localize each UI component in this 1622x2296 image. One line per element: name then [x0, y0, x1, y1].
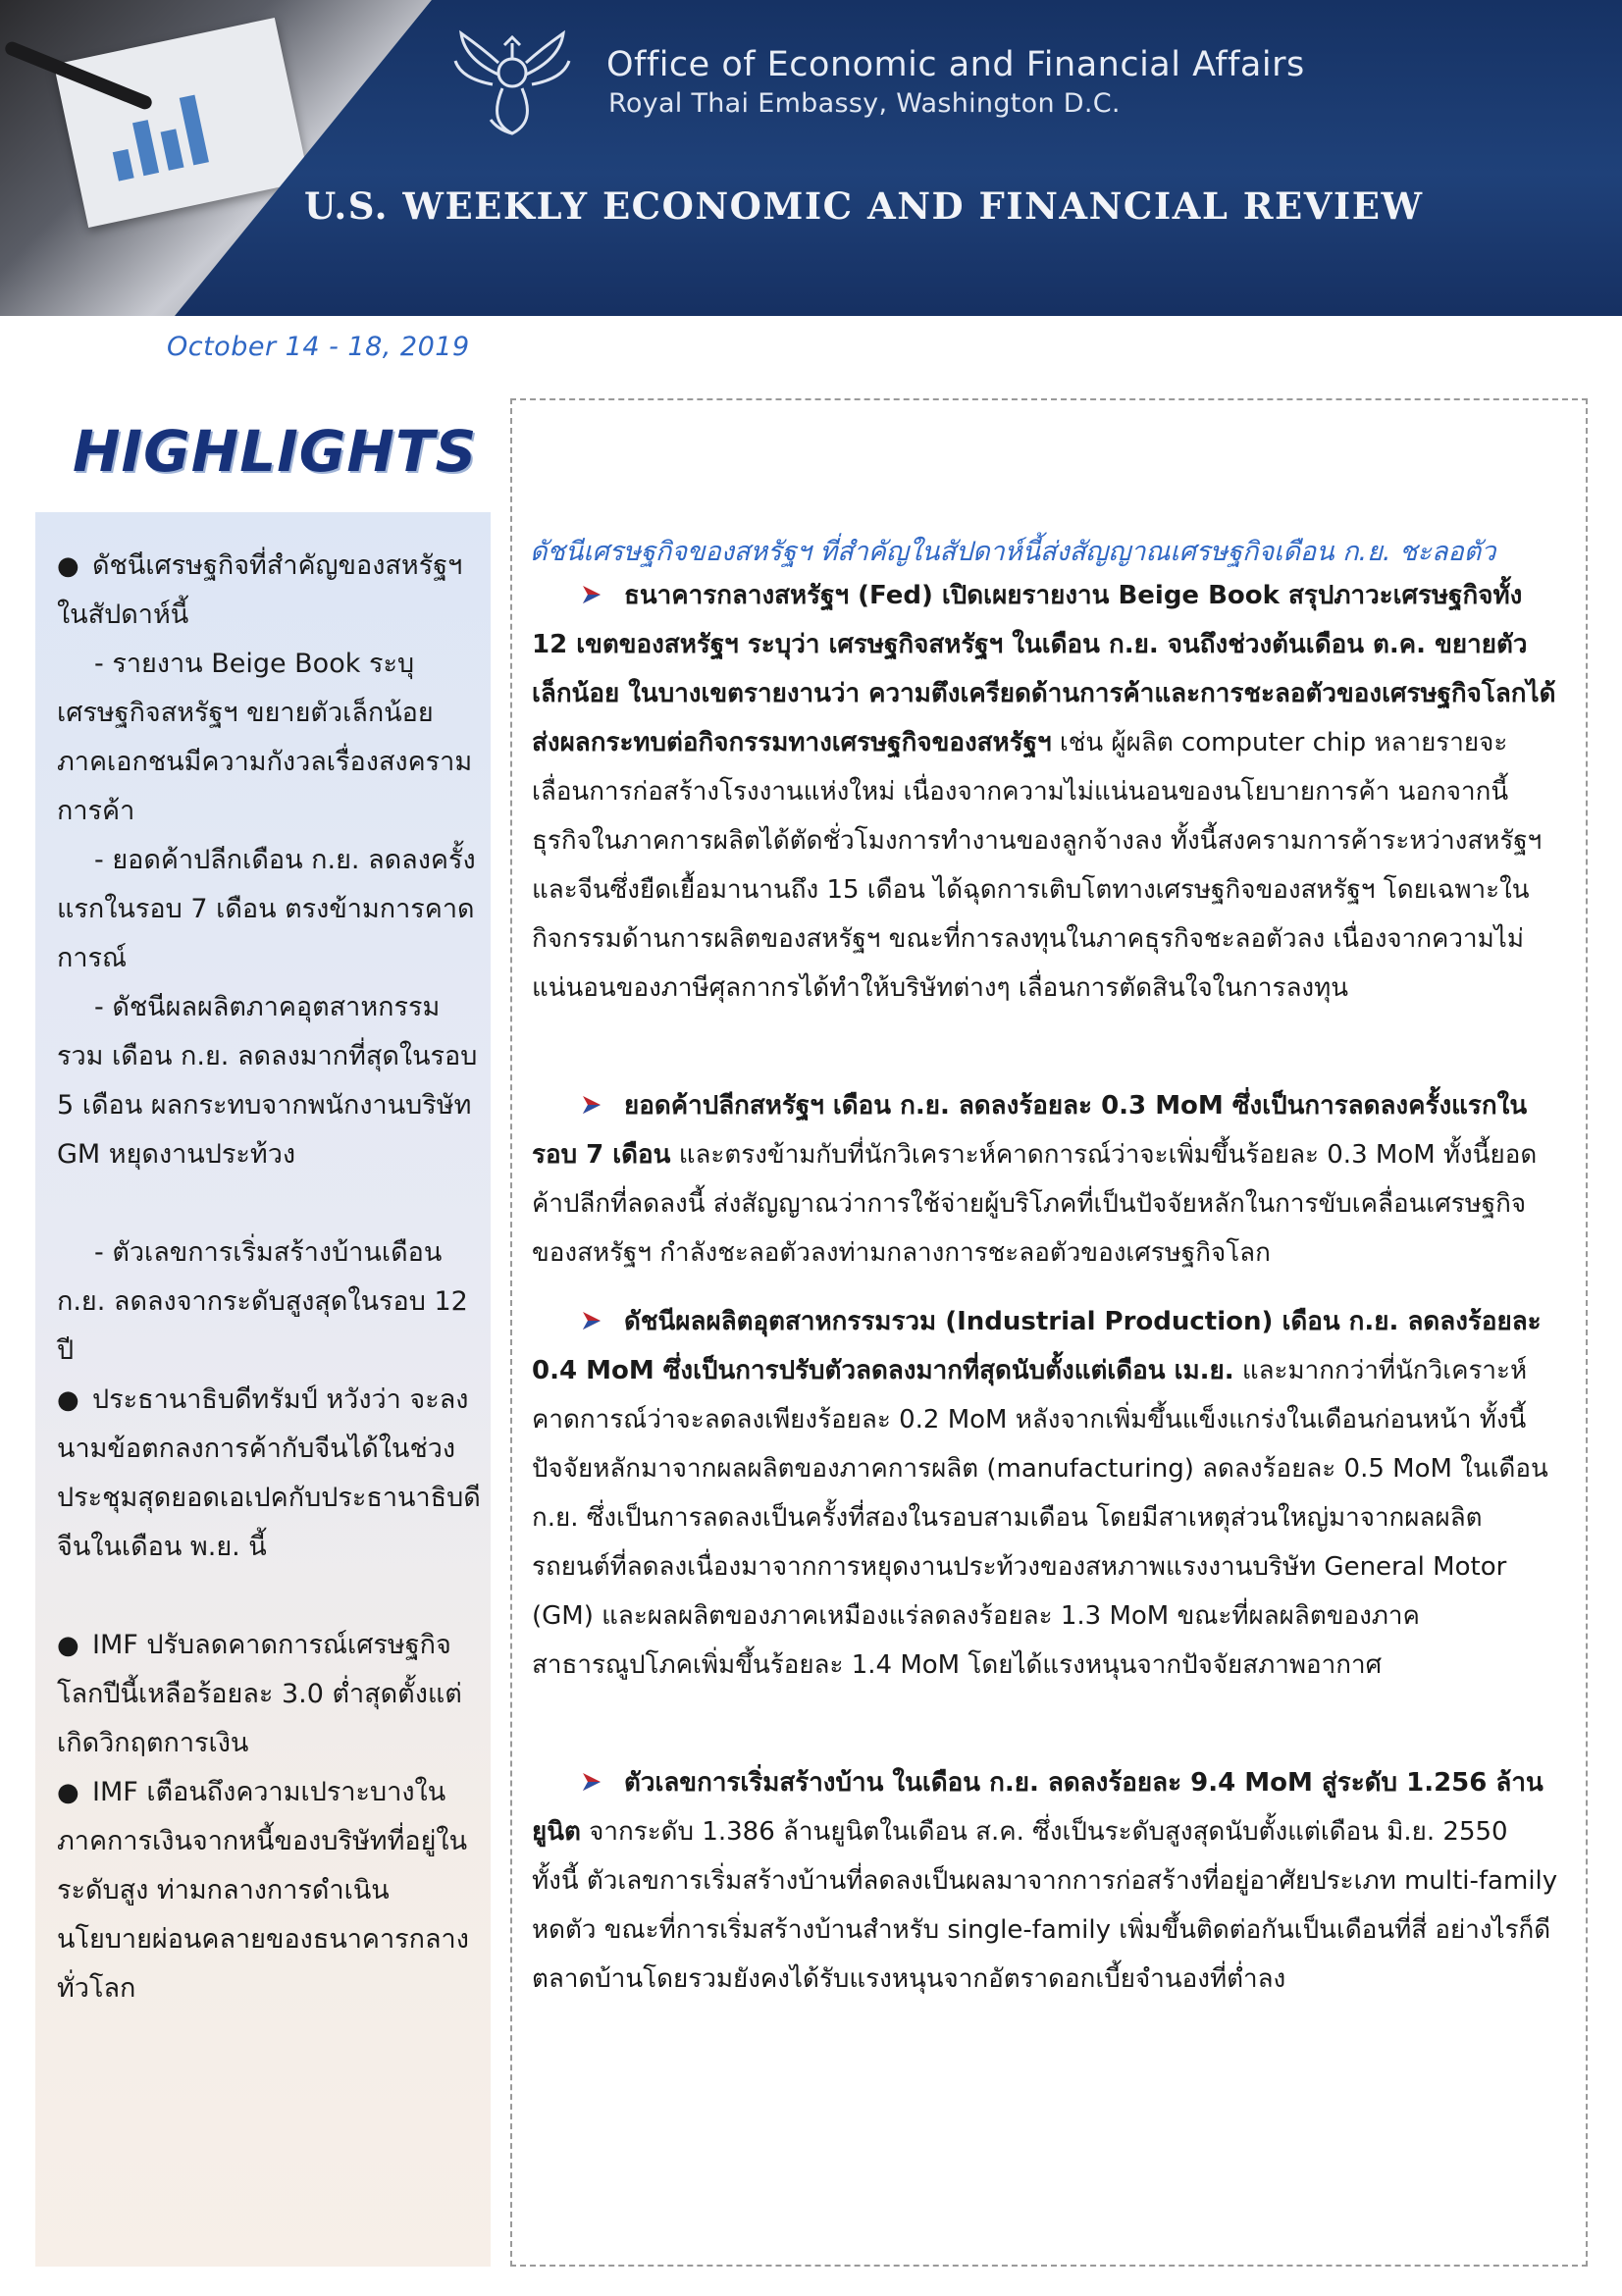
highlight-text: IMF เตือนถึงความเปราะบางในภาคการเงินจากหนี้ของบริษัทที่อยู่ในระดับสูง ท่ามกลางการดำเนินนโยบายผ่อนคลายของธนาคารกลางทั่วโลก	[57, 1777, 469, 2004]
paragraph-text: และมากกว่าที่นักวิเคราะห์คาดการณ์ว่าจะลดลงเพียงร้อยละ 0.2 MoM หลังจากเพิ่มขึ้นแข็งแกร่งในเดือนก่อนหน้า ทั้งนี้ปัจจัยหลักมาจากผลผลิตของภาคการผลิต (manufacturing) ลดลงร้อยละ 0.5 MoM ในเดือน ก.ย. ซึ่งเป็นการลดลงเป็นครั้งที่สองในรอบสามเดือน โดยมีสาเหตุส่วนใหญ่มาจากผลผลิตรถยนต์ที่ลดลงเนื่องมาจากการหยุดงานประท้วงของสหภาพแรงงานบริษัท General Motor (GM) และผลผลิตของภาคเหมืองแร่ลดลงร้อยละ 1.3 MoM ขณะที่ผลผลิตของภาคสาธารณูปโภคเพิ่มขึ้นร้อยละ 1.4 MoM โดยได้แรงหนุนจากปัจจัยสภาพอากาศ	[532, 1356, 1548, 1680]
garuda-seal-icon	[453, 24, 571, 141]
highlight-text: IMF ปรับลดคาดการณ์เศรษฐกิจโลกปีนี้เหลือร้อยละ 3.0 ต่ำสุดตั้งแต่เกิดวิกฤตการเงิน	[57, 1630, 462, 1758]
highlight-text: ประธานาธิบดีทรัมป์ หวังว่า จะลงนามข้อตกลงการค้ากับจีนได้ในช่วงประชุมสุดยอดเอเปคกับประธานาธิบดีจีนในเดือน พ.ย. นี้	[57, 1384, 481, 1562]
highlights-sidebar	[35, 512, 491, 2267]
main-paragraph	[532, 571, 1558, 1013]
paragraph-text: เช่น ผู้ผลิต computer chip หลายรายจะเลื่อนการก่อสร้างโรงงานแห่งใหม่ เนื่องจากความไม่แน่นอนของนโยบายการค้า นอกจากนี้ธุรกิจในภาคการผลิตได้ตัดชั่วโมงการทำงานของลูกจ้างลง ทั้งนี้สงครามการค้าระหว่างสหรัฐฯ และจีนซึ่งยืดเยื้อมานานถึง 15 เดือน ได้ฉุดการเติบโตทางเศรษฐกิจของสหรัฐฯ โดยเฉพาะในกิจกรรมด้านการผลิตของสหรัฐฯ ขณะที่การลงทุนในภาคธุรกิจชะลอตัวลง เนื่องจากความไม่แน่นอนของภาษีศุลกากรได้ทำให้บริษัทต่างๆ เลื่อนการตัดสินใจในการลงทุน	[532, 728, 1543, 1003]
paragraph-bold-text: ดัชนีผลผลิตอุตสาหกรรมรวม (Industrial Production) เดือน ก.ย. ลดลงร้อยละ 0.4 MoM ซึ่งเป็นการปรับตัวลดลงมากที่สุดนับตั้งแต่เดือน เม.ย.	[532, 1307, 1542, 1385]
office-name: Office of Economic and Financial Affairs	[606, 45, 1305, 84]
main-paragraph	[532, 1081, 1558, 1278]
arrow-bullet-icon	[581, 1771, 602, 1793]
paragraph-text: และตรงข้ามกับที่นักวิเคราะห์คาดการณ์ว่าจะเพิ่มขึ้นร้อยละ 0.3 MoM ทั้งนี้ยอดค้าปลีกที่ลดลงนี้ ส่งสัญญาณว่าการใช้จ่ายผู้บริโภคที่เป็นปัจจัยหลักในการขับเคลื่อนเศรษฐกิจของสหรัฐฯ กำลังชะลอตัวลงท่ามกลางการชะลอตัวของเศรษฐกิจโลก	[532, 1140, 1538, 1268]
paragraph-bold-text: ธนาคารกลางสหรัฐฯ (Fed) เปิดเผยรายงาน Beige Book สรุปภาวะเศรษฐกิจทั้ง 12 เขตของสหรัฐฯ ระบุว่า เศรษฐกิจสหรัฐฯ ในเดือน ก.ย. จนถึงช่วงต้นเดือน ต.ค. ขยายตัวเล็กน้อย ในบางเขตรายงานว่า ความตึงเครียดด้านการค้าและการชะลอตัวของเศรษฐกิจโลกได้ส่งผลกระทบต่อกิจกรรมทางเศรษฐกิจของสหรัฐฯ	[532, 581, 1556, 757]
arrow-bullet-icon	[581, 1094, 602, 1116]
highlights-title: HIGHLIGHTS	[73, 418, 478, 485]
main-paragraph	[532, 1758, 1558, 2004]
highlight-text: ดัชนีเศรษฐกิจที่สำคัญของสหรัฐฯ ในสัปดาห์นี้	[57, 550, 463, 630]
paragraph-bold-text: ยอดค้าปลีกสหรัฐฯ เดือน ก.ย. ลดลงร้อยละ 0.3 MoM ซึ่งเป็นการลดลงครั้งแรกในรอบ 7 เดือน	[532, 1091, 1528, 1170]
highlight-subitem: - ยอดค้าปลีกเดือน ก.ย. ลดลงครั้งแรกในรอบ 7 เดือน ตรงข้ามการคาดการณ์	[57, 845, 476, 973]
highlight-item	[57, 1621, 481, 1768]
issue-date: October 14 - 18, 2019	[167, 332, 470, 362]
paragraph-text: จากระดับ 1.386 ล้านยูนิตในเดือน ส.ค. ซึ่งเป็นระดับสูงสุดนับตั้งแต่เดือน มิ.ย. 2550 ทั้งนี้ ตัวเลขการเริ่มสร้างบ้านที่ลดลงเป็นผลมาจากการก่อสร้างที่อยู่อาศัยประเภท multi-family หดตัว ขณะที่การเริ่มสร้างบ้านสำหรับ single-family เพิ่มขึ้นติดต่อกันเป็นเดือนที่สี่ อย่างไรก็ดี ตลาดบ้านโดยรวมยังคงได้รับแรงหนุนจากอัตราดอกเบี้ยจำนองที่ต่ำลง	[532, 1817, 1558, 1994]
office-subtitle: Royal Thai Embassy, Washington D.C.	[608, 88, 1121, 119]
highlight-subitem: - ตัวเลขการเริ่มสร้างบ้านเดือน ก.ย. ลดลงจากระดับสูงสุดในรอบ 12 ปี	[57, 1237, 468, 1366]
bullet-icon: ●	[57, 1631, 79, 1660]
chart-paper-image	[54, 18, 309, 228]
arrow-bullet-icon	[581, 1310, 602, 1331]
bullet-icon: ●	[57, 1778, 79, 1807]
highlight-subitem: - ดัชนีผลผลิตภาคอุตสาหกรรมรวม เดือน ก.ย. ลดลงมากที่สุดในรอบ 5 เดือน ผลกระทบจากพนักงานบริษัท GM หยุดงานประท้วง	[57, 992, 478, 1170]
arrow-bullet-icon	[581, 584, 602, 605]
paragraph-bold-text: ตัวเลขการเริ่มสร้างบ้าน ในเดือน ก.ย. ลดลงร้อยละ 9.4 MoM สู่ระดับ 1.256 ล้านยูนิต	[532, 1768, 1544, 1847]
highlight-item	[57, 1768, 481, 2013]
highlight-item	[57, 1376, 481, 1572]
main-lead: ดัชนีเศรษฐกิจของสหรัฐฯ ที่สำคัญในสัปดาห์นี้ส่งสัญญาณเศรษฐกิจเดือน ก.ย. ชะลอตัว	[530, 537, 1496, 567]
bullet-icon: ●	[57, 1385, 79, 1415]
main-paragraph	[532, 1297, 1558, 1690]
highlight-subitem: - รายงาน Beige Book ระบุเศรษฐกิจสหรัฐฯ ขยายตัวเล็กน้อย ภาคเอกชนมีความกังวลเรื่องสงครามการค้า	[57, 649, 473, 826]
review-title: U.S. WEEKLY ECONOMIC AND FINANCIAL REVIEW	[304, 184, 1424, 228]
header-banner	[0, 0, 1622, 316]
bullet-icon: ●	[57, 551, 79, 581]
highlight-item	[57, 542, 481, 640]
